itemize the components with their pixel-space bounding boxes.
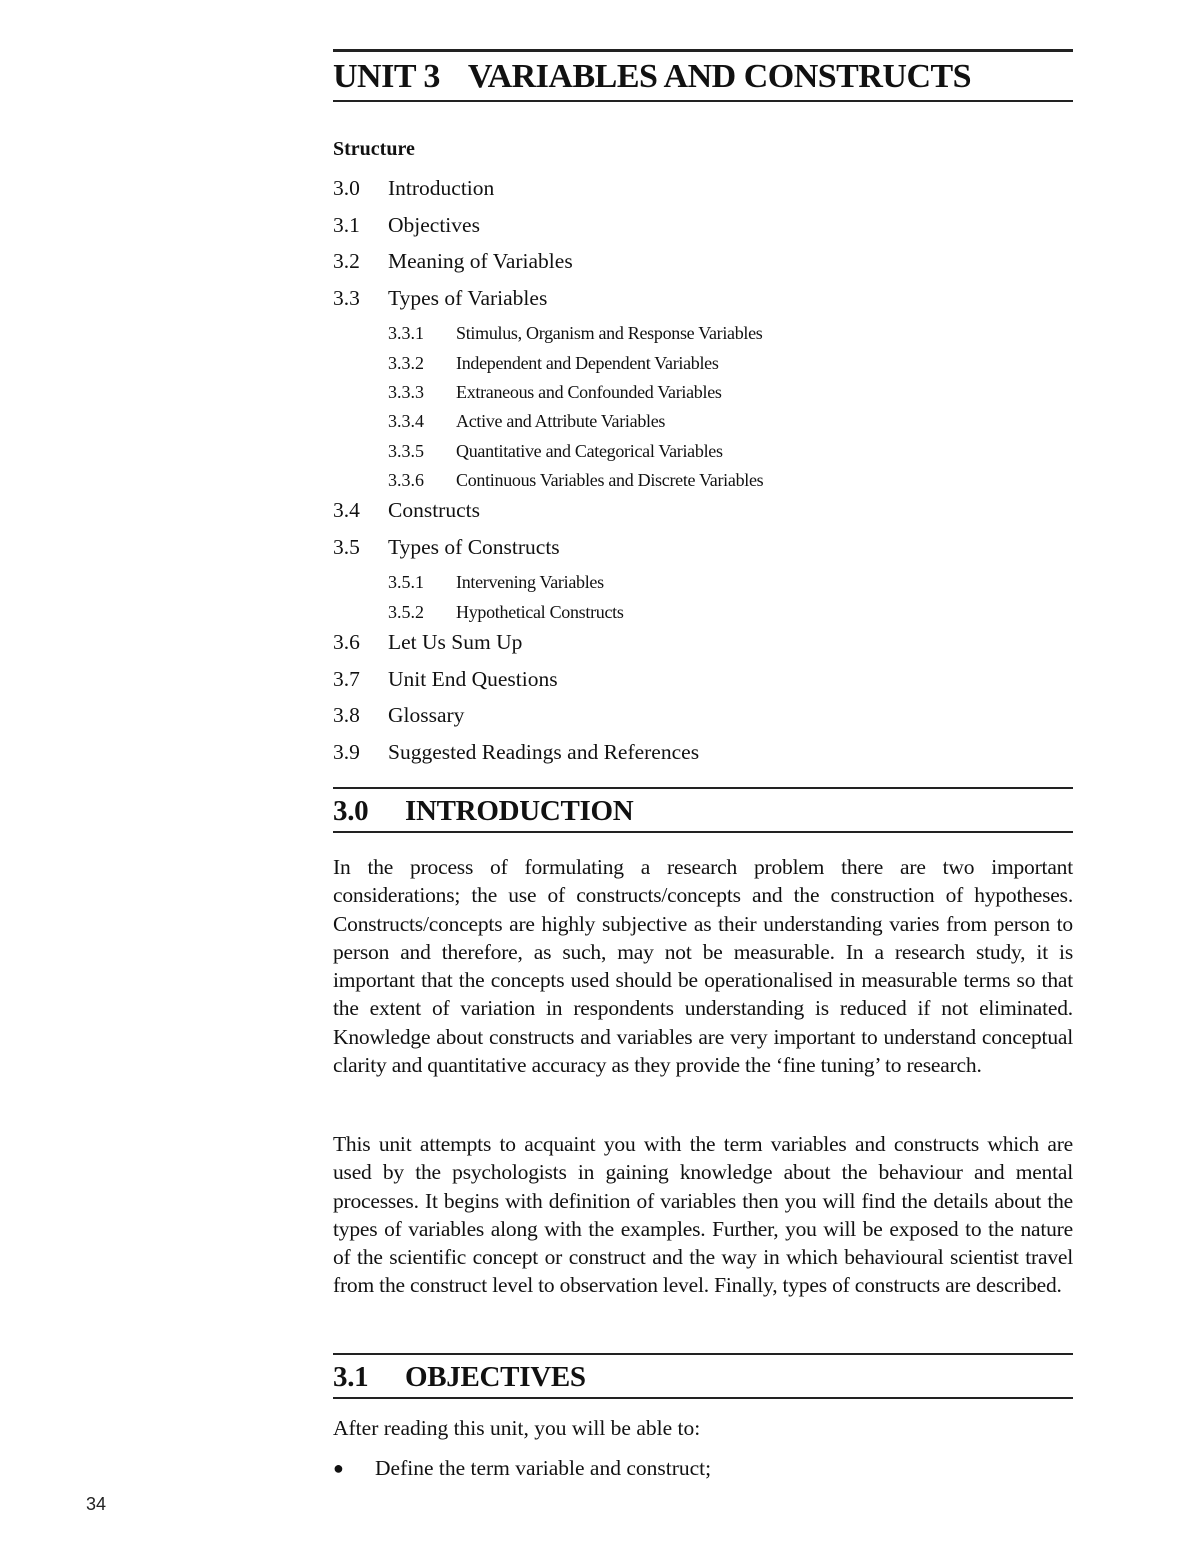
toc-label: Types of Variables	[388, 285, 548, 310]
unit-heading	[333, 52, 1073, 100]
toc-sub-number: 3.3.1	[388, 323, 424, 344]
toc-label: Types of Constructs	[388, 534, 560, 559]
toc-subitem-3-3-3[interactable]	[388, 381, 1073, 403]
toc-subitem-3-3-1[interactable]	[388, 322, 1073, 344]
section-number: 3.0	[333, 795, 369, 827]
toc-subitem-3-3-5[interactable]	[388, 440, 1073, 462]
toc-sub-number: 3.3.6	[388, 469, 424, 490]
toc-number: 3.6	[333, 629, 360, 654]
toc-label: Glossary	[388, 703, 465, 728]
objective-bullet	[333, 1454, 1073, 1482]
toc-number: 3.4	[333, 498, 360, 523]
toc-label: Constructs	[388, 498, 480, 523]
toc-subitem-3-5-1[interactable]	[388, 571, 1073, 593]
unit-title: VARIABLES AND CONSTRUCTS	[467, 58, 972, 95]
toc-subitem-3-3-2[interactable]	[388, 352, 1073, 374]
section-title: INTRODUCTION	[405, 795, 634, 827]
section-introduction-heading	[333, 787, 1073, 833]
unit-title-block	[333, 49, 1073, 102]
toc-sub-label: Hypothetical Constructs	[456, 601, 624, 622]
toc-item-3-2[interactable]	[333, 249, 1073, 273]
section-heading	[333, 789, 1073, 831]
toc-number: 3.5	[333, 534, 360, 559]
section-objectives-heading	[333, 1353, 1073, 1399]
toc-sub-number: 3.3.2	[388, 352, 424, 373]
toc-item-3-9[interactable]	[333, 740, 1073, 764]
section-bottom-rule	[333, 1397, 1073, 1399]
toc-label: Unit End Questions	[388, 666, 558, 691]
toc-number: 3.7	[333, 666, 360, 691]
objectives-intro: After reading this unit, you will be able to:	[333, 1416, 701, 1440]
title-bottom-rule	[333, 100, 1073, 102]
toc-number: 3.2	[333, 249, 360, 274]
toc-label: Suggested Readings and References	[388, 739, 700, 764]
toc-sub-number: 3.3.3	[388, 381, 424, 402]
toc-number: 3.1	[333, 212, 360, 237]
toc-subitem-3-5-2[interactable]	[388, 601, 1073, 623]
toc-sub-label: Stimulus, Organism and Response Variables	[456, 323, 763, 344]
structure-label: Structure	[333, 138, 415, 160]
toc-sub-number: 3.5.1	[388, 572, 424, 593]
toc-sub-number: 3.3.4	[388, 411, 424, 432]
section-heading	[333, 1355, 1073, 1397]
table-of-contents	[333, 176, 1073, 776]
toc-sub-label: Continuous Variables and Discrete Variables	[456, 469, 764, 490]
toc-sub-label: Quantitative and Categorical Variables	[456, 440, 723, 461]
toc-label: Meaning of Variables	[388, 249, 573, 274]
toc-sub-label: Extraneous and Confounded Variables	[456, 381, 722, 402]
toc-number: 3.9	[333, 739, 360, 764]
page-number: 34	[86, 1494, 107, 1514]
toc-item-3-8[interactable]	[333, 703, 1073, 727]
toc-item-3-1[interactable]	[333, 213, 1073, 237]
bullet-text: Define the term variable and construct;	[375, 1456, 712, 1480]
introduction-paragraph-2: This unit attempts to acquaint you with the term variables and constructs which are used by the psychologists in gaining knowledge about the behaviour and mental processes. It begins with definition of variables then you will find the details about the types of variables along with the examples. Further, you will be exposed to the nature of the scientific concept or construct and the way in which behavioural scientist travel from the construct level to observation level. Finally, types of constructs are described.	[333, 1132, 1073, 1298]
toc-item-3-6[interactable]	[333, 630, 1073, 654]
toc-label: Let Us Sum Up	[388, 629, 523, 654]
toc-label: Objectives	[388, 212, 480, 237]
toc-sub-label: Independent and Dependent Variables	[456, 352, 719, 373]
toc-item-3-0[interactable]	[333, 176, 1073, 200]
bullet-icon: ●	[333, 1458, 344, 1478]
section-bottom-rule	[333, 831, 1073, 833]
section-title: OBJECTIVES	[405, 1361, 586, 1393]
toc-sub-number: 3.5.2	[388, 601, 424, 622]
toc-item-3-7[interactable]	[333, 667, 1073, 691]
toc-item-3-4[interactable]	[333, 498, 1073, 522]
toc-sub-label: Intervening Variables	[456, 572, 604, 593]
toc-sub-number: 3.3.5	[388, 440, 424, 461]
toc-subitem-3-3-6[interactable]	[388, 469, 1073, 491]
toc-number: 3.8	[333, 703, 360, 728]
toc-label: Introduction	[388, 176, 495, 200]
toc-subitem-3-3-4[interactable]	[388, 410, 1073, 432]
toc-number: 3.0	[333, 176, 360, 200]
toc-item-3-3[interactable]	[333, 286, 1073, 310]
toc-item-3-5[interactable]	[333, 535, 1073, 559]
section-number: 3.1	[333, 1361, 369, 1393]
toc-number: 3.3	[333, 285, 360, 310]
introduction-paragraph-1: In the process of formulating a research problem there are two important considerations; the use of constructs/concepts and the construction of hypotheses. Constructs/concepts are highly subjective as their understanding varies from person to person and therefore, as such, may not be measurable. In a research study, it is important that the concepts used should be operationalised in measurable terms so that the extent of variation in respondents understanding is reduced if not eliminated. Knowledge about constructs and variables are very important to understand conceptual clarity and quantitative accuracy as they provide the ‘fine tuning’ to research.	[333, 855, 1073, 1078]
toc-sub-label: Active and Attribute Variables	[456, 411, 666, 432]
unit-number: UNIT 3	[333, 58, 440, 95]
